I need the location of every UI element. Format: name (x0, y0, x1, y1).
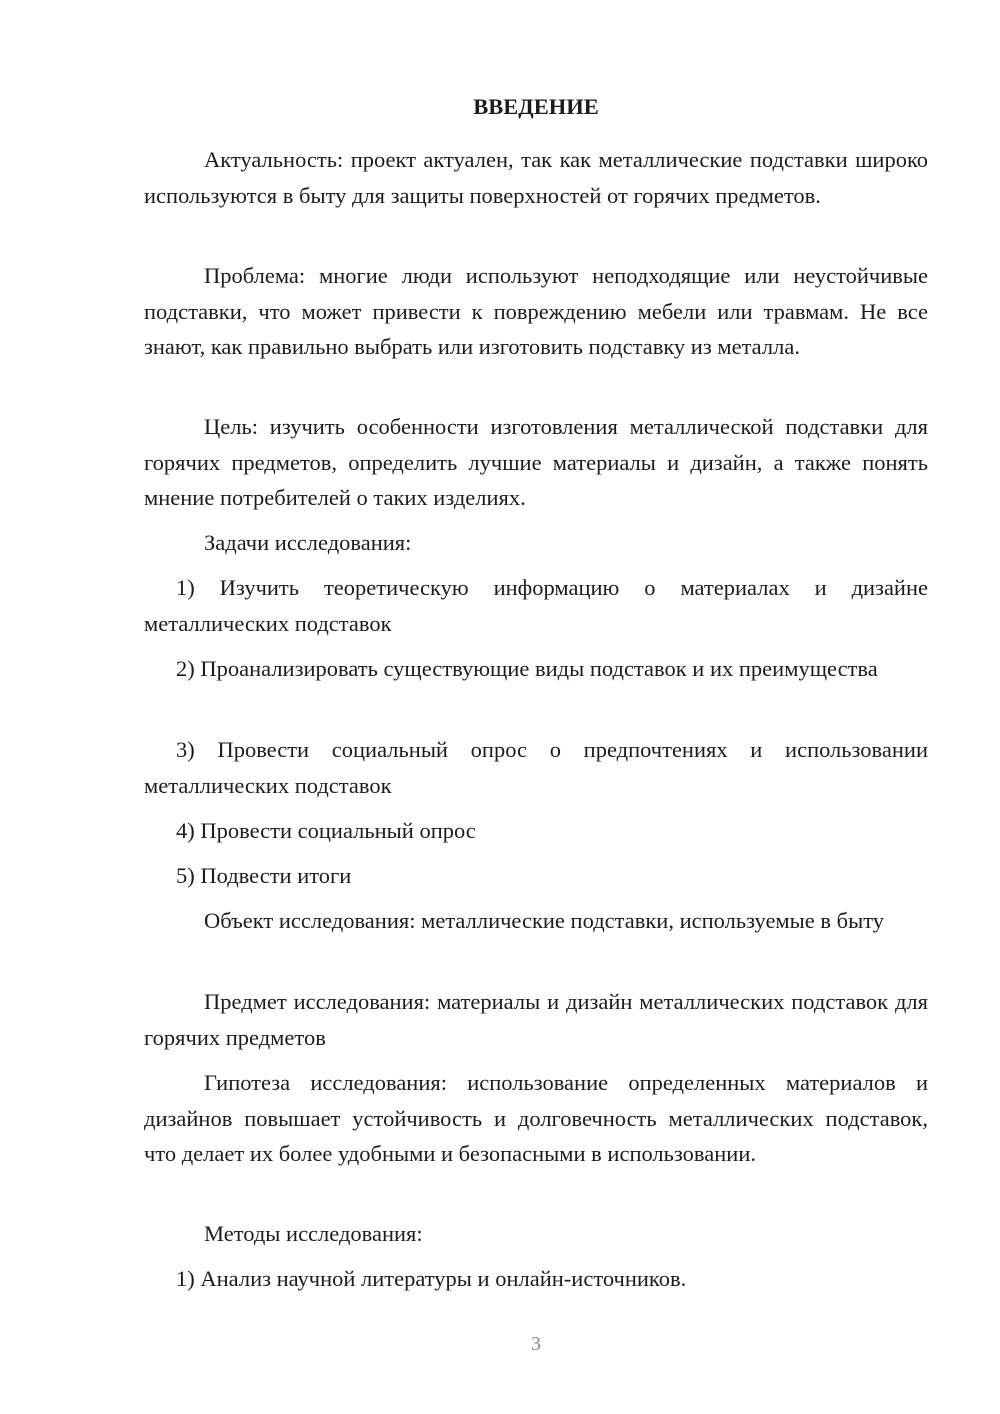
method-item-1: 1) Анализ научной литературы и онлайн-источников. (176, 1266, 687, 1291)
goal-paragraph: Цель: изучить особенности изготовления металлической подставки для горячих предметов, определить лучшие материалы и дизайн, а также понять мнение потребителей о таких изделиях. (144, 414, 928, 510)
task-item-2: 2) Проанализировать существующие виды подставок и их преимущества (176, 656, 878, 681)
task-item-4: 4) Провести социальный опрос (176, 818, 476, 843)
section-heading: ВВЕДЕНИЕ (473, 94, 599, 119)
tasks-title: Задачи исследования: (204, 530, 412, 555)
task-item-5: 5) Подвести итоги (176, 863, 352, 888)
relevance-paragraph: Актуальность: проект актуален, так как металлические подставки широко используются в быту для защиты поверхностей от горячих предметов. (144, 147, 928, 208)
methods-title: Методы исследования: (204, 1221, 423, 1246)
hypothesis-paragraph: Гипотеза исследования: использование определенных материалов и дизайнов повышает устойчивость и долговечность металлических подставок, что делает их более удобными и безопасными в использовании. (144, 1070, 928, 1166)
page-number: 3 (531, 1333, 541, 1355)
subject-paragraph: Предмет исследования: материалы и дизайн металлических подставок для горячих предметов (144, 989, 928, 1050)
object-paragraph: Объект исследования: металлические подставки, используемые в быту (204, 908, 884, 933)
task-item-3: 3) Провести социальный опрос о предпочтениях и использовании металлических подставок (144, 737, 928, 798)
task-item-1: 1) Изучить теоретическую информацию о материалах и дизайне металлических подставок (144, 575, 928, 636)
problem-paragraph: Проблема: многие люди используют неподходящие или неустойчивые подставки, что может привести к повреждению мебели или травмам. Не все знают, как правильно выбрать или изготовить подставку из металла. (144, 263, 928, 359)
